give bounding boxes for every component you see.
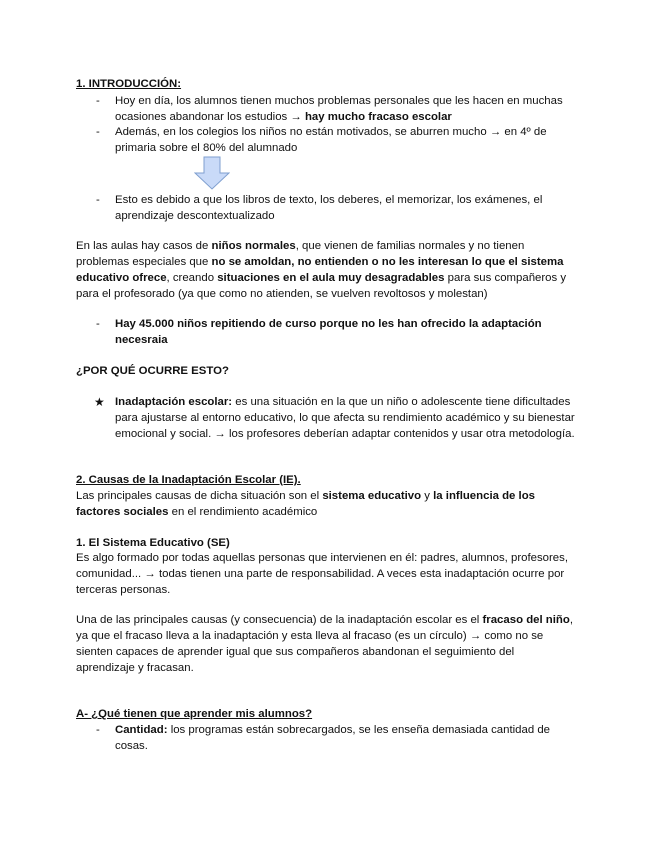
bullet-dash: - [96,194,100,206]
causes-heading: 2. Causas de la Inadaptación Escolar (IE). [76,474,301,486]
intro-bullet-3 [115,192,575,224]
bold-text-run: no se amoldan, no entienden o no les interesan lo que el sistema educativo ofrece [76,256,564,284]
bold-text-run: hay mucho fracaso escolar [304,111,452,123]
fracaso-paragraph [76,612,576,676]
bold-text-run: Inadaptación escolar: [115,396,233,408]
text-run: En las aulas hay casos de [76,240,212,252]
down-arrow-shape [195,157,229,189]
text-run: , ya que el fracaso lleva a la inadaptación y esta lleva al fracaso (es un círculo) → como no se sienten capaces de aprender igual que sus compañeros abandonan el seguimiento del aprendizaje y fracasan. [76,614,574,674]
bold-text-run: Cantidad: [115,724,168,736]
aulas-paragraph [76,238,576,302]
why-heading: ¿POR QUÉ OCURRE ESTO? [76,365,229,377]
bold-text-run: fracaso del niño [482,614,570,626]
bullet-dash: - [96,318,100,330]
aulas-bullet [115,316,575,348]
se-heading: 1. El Sistema Educativo (SE) [76,537,230,549]
text-run: , que vienen de familias normales y no tienen problemas especiales que [76,240,525,268]
intro-heading: 1. INTRODUCCIÓN: [76,78,182,90]
text-run: Es algo formado por todas aquellas personas que intervienen en él: padres, alumnos, profesores, comunidad... → todas tienen una parte de responsabilidad. A veces esta inadaptación ocurre por terceras personas. [76,552,568,596]
text-run: los programas están sobrecargados, se les enseña demasiada cantidad de cosas. [115,724,550,752]
bold-text-run: niños normales [211,240,296,252]
bold-text-run: Hay 45.000 niños repitiendo de curso porque no les han ofrecido la adaptación necesraia [115,318,542,346]
text-run: Además, en los colegios los niños no están motivados, se aburren mucho → en 4º de primaria sobre el 80% del alumnado [115,126,547,154]
bullet-dash: - [96,724,100,736]
bullet-dash: - [96,126,100,138]
text-run: es una situación en la que un niño o adolescente tiene dificultades para ajustarse al entorno educativo, lo que afecta su rendimiento académico y su bienestar emocional y social. → los profesores deberían adaptar contenidos y usar otra metodología. [115,396,575,440]
text-run: Hoy en día, los alumnos tienen muchos problemas personales que les hacen en muchas ocasiones abandonar los estudios → [115,95,563,123]
text-run: en el rendimiento académico [168,506,318,518]
text-run: para sus compañeros y para el profesorado (ya que como no atienden, se vuelven revoltosos y molestan) [76,272,567,300]
bullet-dash: - [96,95,100,107]
bold-text-run: situaciones en el aula muy desagradables [217,272,445,284]
down-arrow-icon [194,156,230,190]
bold-text-run: la influencia de los factores sociales [76,490,536,518]
text-run: Esto es debido a que los libros de texto, los deberes, el memorizar, los exámenes, el aprendizaje descontextualizado [115,194,543,222]
a-bullet [115,722,575,754]
intro-bullet-1 [115,93,575,125]
text-run: Una de las principales causas (y consecuencia) de la inadaptación escolar es el [76,614,483,626]
text-run: y [421,490,434,502]
star-bullet-icon: ★ [94,395,105,409]
a-heading: A- ¿Qué tienen que aprender mis alumnos? [76,708,313,720]
bold-text-run: sistema educativo [322,490,422,502]
causes-paragraph [76,488,576,520]
text-run: , creando [166,272,218,284]
intro-bullet-2 [115,124,575,156]
se-paragraph [76,550,576,598]
star-bullet [115,394,575,442]
text-run: Las principales causas de dicha situación son el [76,490,323,502]
